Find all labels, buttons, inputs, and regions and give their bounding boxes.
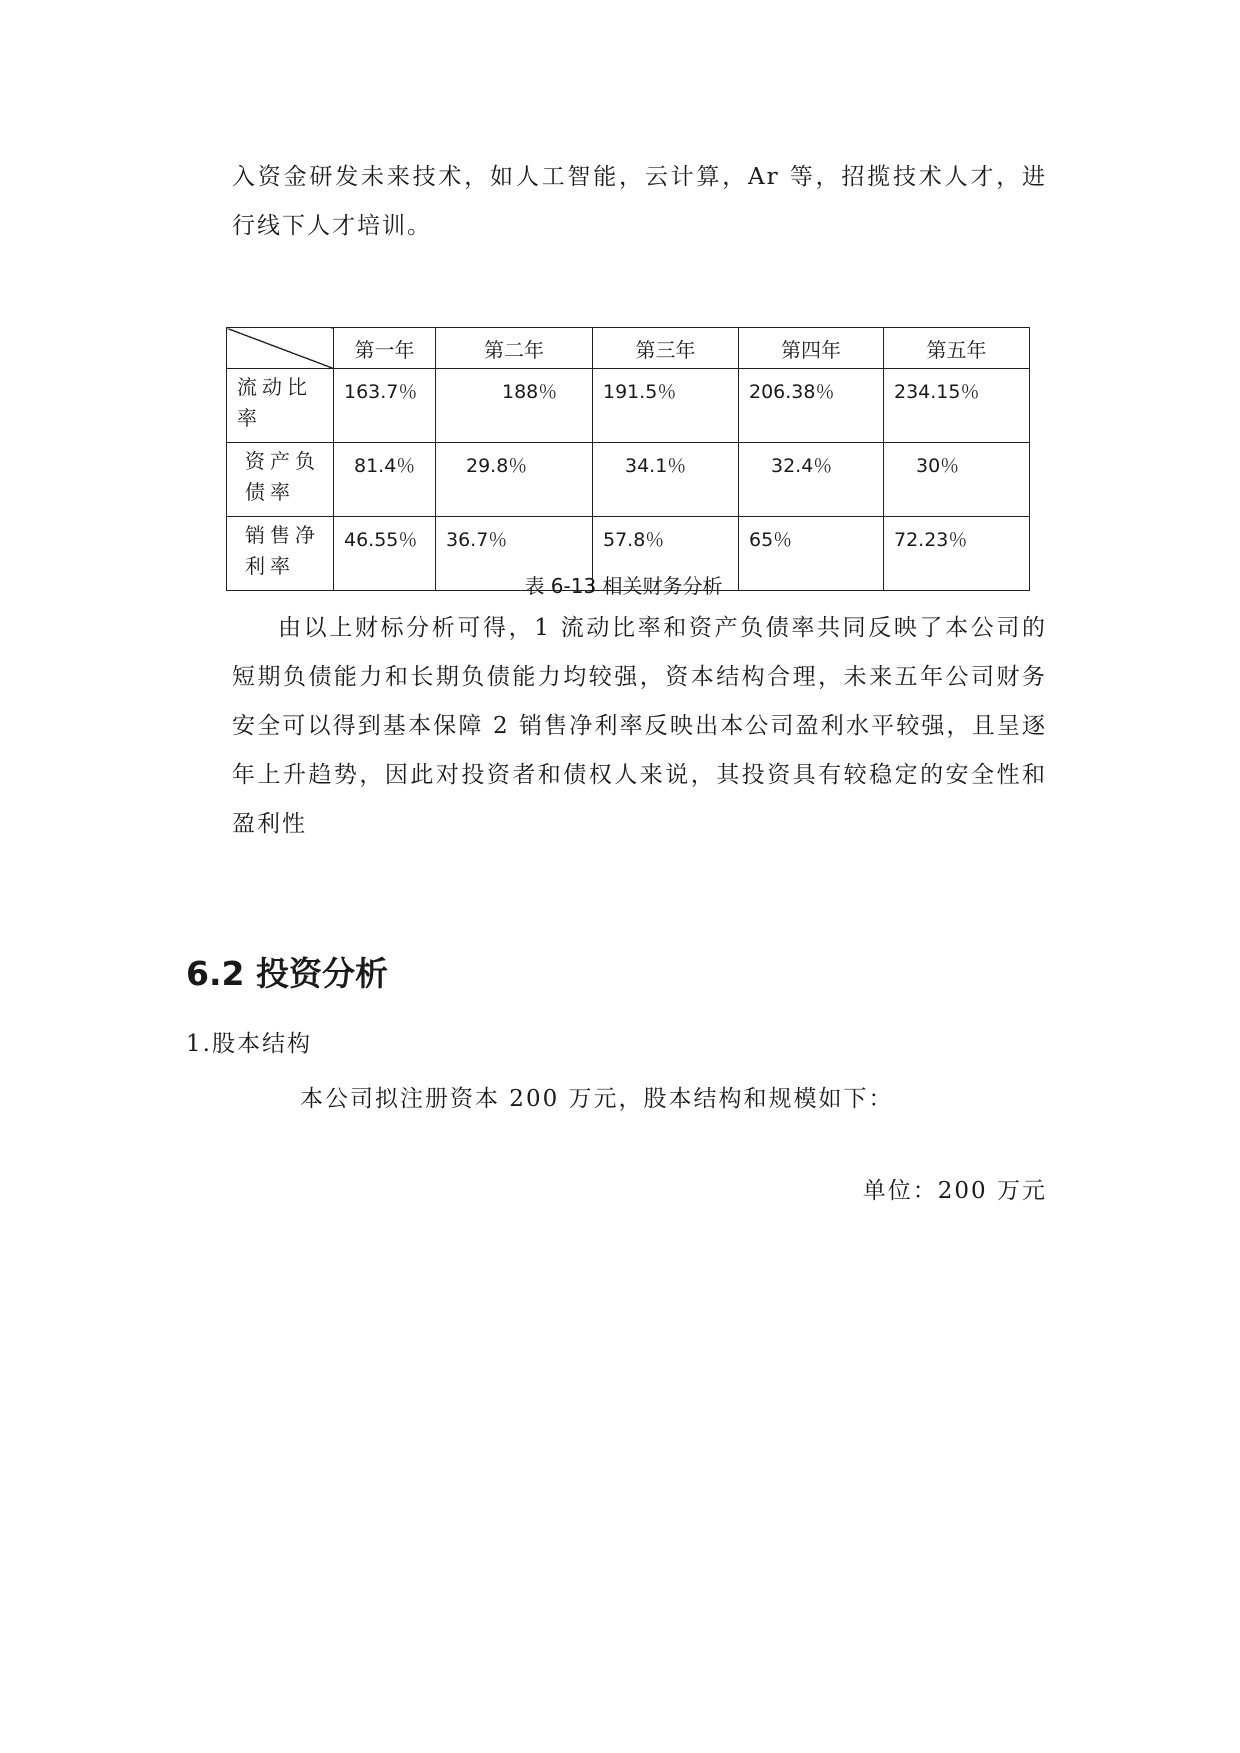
table-cell: 188％ <box>436 369 593 443</box>
table-cell: 206.38％ <box>739 369 884 443</box>
table-cell: 57.8％ <box>593 517 739 591</box>
column-header-year-5: 第五年 <box>884 328 1030 369</box>
table-cell: 81.4％ <box>334 443 436 517</box>
column-header-year-3: 第三年 <box>593 328 739 369</box>
table-caption: 表 6-13 相关财务分析 <box>524 574 723 598</box>
equity-description: 本公司拟注册资本 200 万元，股本结构和规模如下： <box>300 1086 894 1112</box>
table-cell: 72.23％ <box>884 517 1030 591</box>
analysis-paragraph: 由以上财标分析可得，1 流动比率和资产负债率共同反映了本公司的短期负债能力和长期负债能力均较强，资本结构合理，未来五年公司财务安全可以得到基本保障 2 销售净利率反映出本公司盈利水平较强，且呈逐年上升趋势，因此对投资者和债权人来说，其投资具有较稳定的安全性和盈利性 <box>232 615 1047 837</box>
table-row <box>227 369 1030 443</box>
column-header-year-2: 第二年 <box>436 328 593 369</box>
table-cell: 163.7％ <box>334 369 436 443</box>
table-cell: 46.55％ <box>334 517 436 591</box>
table-header-row <box>227 328 1030 369</box>
table-cell: 36.7％ <box>436 517 593 591</box>
subsection-heading: 1.股本结构 <box>186 1031 312 1057</box>
table-cell: 34.1％ <box>593 443 739 517</box>
column-header-year-4: 第四年 <box>739 328 884 369</box>
table-cell: 30％ <box>884 443 1030 517</box>
row-label-current-ratio: 流动比率 <box>227 369 334 443</box>
table-row <box>227 443 1030 517</box>
table-cell: 191.5％ <box>593 369 739 443</box>
table-cell: 32.4％ <box>739 443 884 517</box>
table-cell: 234.15％ <box>884 369 1030 443</box>
column-header-year-1: 第一年 <box>334 328 436 369</box>
row-label-net-profit-margin: 销售净利率 <box>227 517 334 591</box>
financial-analysis-table <box>226 327 1030 591</box>
intro-paragraph: 入资金研发未来技术，如人工智能，云计算，Ar 等，招揽技术人才，进行线下人才培训。 <box>232 164 1047 239</box>
section-heading: 6.2 投资分析 <box>186 954 388 993</box>
row-label-debt-ratio: 资产负债率 <box>227 443 334 517</box>
unit-note: 单位：200 万元 <box>862 1178 1047 1204</box>
table-cell: 29.8％ <box>436 443 593 517</box>
table-cell: 65％ <box>739 517 884 591</box>
table-corner-cell <box>227 328 334 369</box>
